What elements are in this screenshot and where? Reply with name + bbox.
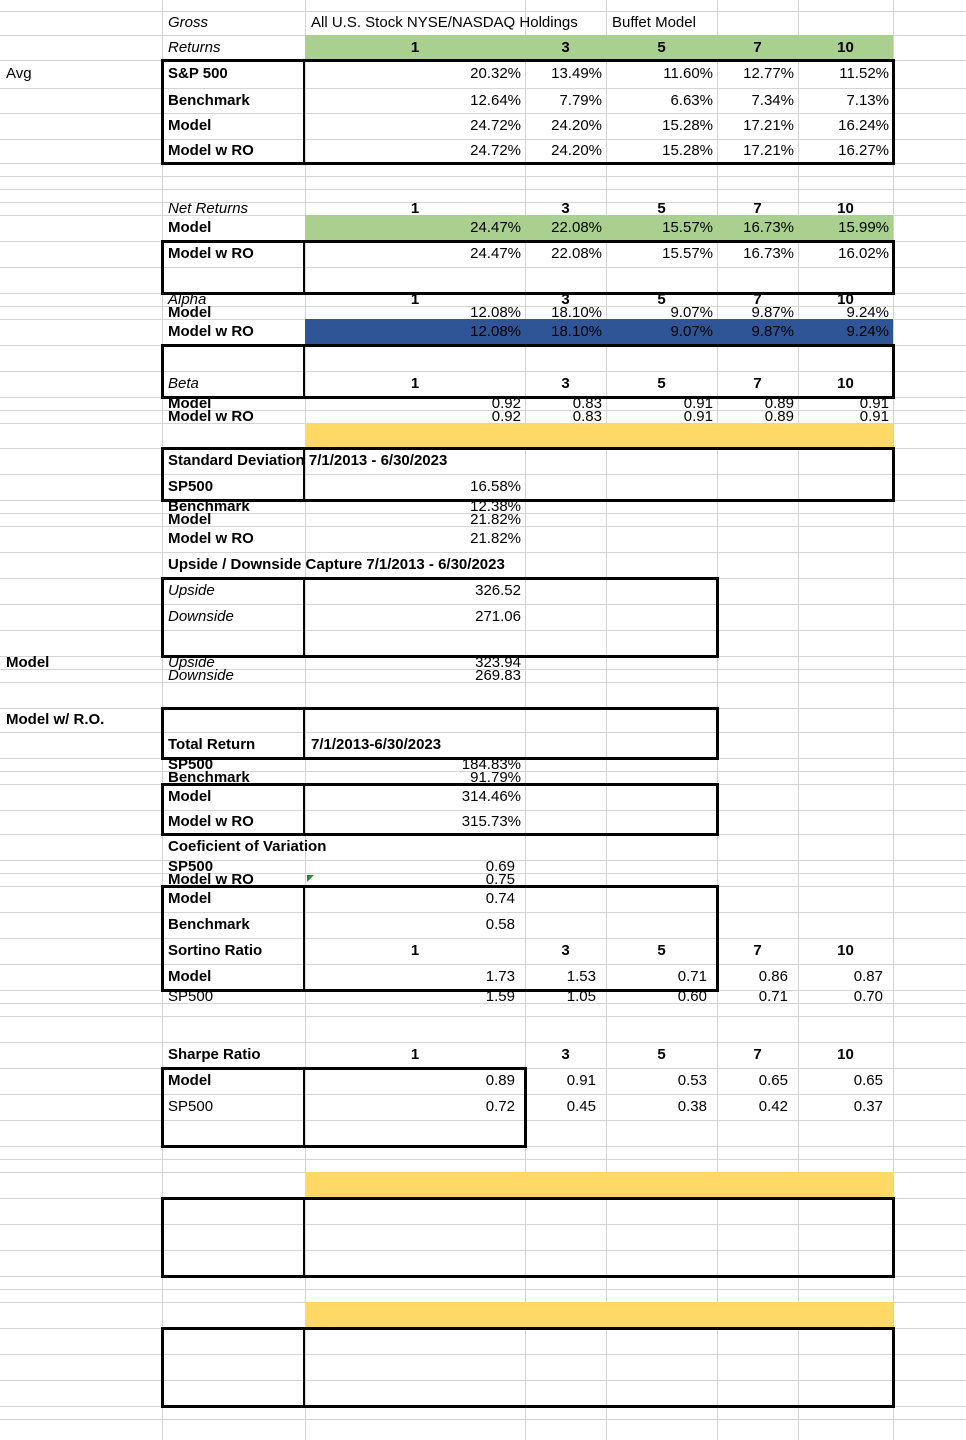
beta-value: 0.92 [491,408,521,425]
beta-period-10: 10 [837,375,854,392]
sharpe-value: 0.91 [566,1072,596,1089]
gridline-horizontal [0,552,966,553]
alpha-title: Alpha [168,291,207,308]
beta-value: 0.91 [683,395,713,412]
gross-period-7: 7 [753,39,762,56]
beta-period-7: 7 [753,375,762,392]
beta-value: 0.92 [491,395,521,412]
std-dev-row-label: Benchmark [168,498,250,515]
gross_returns-value: 17.21% [743,117,794,134]
cov-row-label: Model [168,890,212,907]
std-dev-row-label: Model [168,511,212,528]
gross_returns-value: 11.52% [839,65,889,82]
sortino-box [161,1197,895,1278]
beta-value: 0.91 [683,408,713,425]
sortino-row-label: SP500 [168,988,214,1005]
std-dev-title: Standard Deviation 7/1/2013 - 6/30/2023 [168,452,448,469]
gross_returns-value: 24.20% [551,142,602,159]
sortino-value: 1.05 [566,988,596,1005]
sharpe-period-5: 5 [657,1046,666,1063]
gross_returns-value: 11.60% [663,65,713,82]
sharpe-value: 0.72 [485,1098,515,1115]
gross_returns-value: 7.34% [751,92,794,109]
net_returns-row-label: Model w RO [168,245,254,262]
sortino-value: 0.70 [853,988,883,1005]
gridline-horizontal [0,1289,966,1290]
beta-value: 0.83 [572,408,602,425]
alpha-row-label: Model w RO [168,323,254,340]
gross_returns-row-label: Model [168,117,212,134]
net-period-5: 5 [657,200,666,217]
gridline-horizontal [0,176,966,177]
gross_returns-value: 6.63% [670,92,713,109]
gross_returns-value: 12.64% [470,92,521,109]
sharpe-value: 0.45 [566,1098,596,1115]
header-gross: Gross [168,14,209,31]
capture-model-ro-value: 323.94 [475,654,521,671]
sortino-value: 0.71 [677,968,707,985]
gross_returns-value: 16.24% [838,117,889,134]
gridline-horizontal [0,1159,966,1160]
header-buffet: Buffet Model [612,14,696,31]
capture-model-label: Upside [168,582,215,599]
sortino-period-7: 7 [753,942,762,959]
gross_returns-row-label: S&P 500 [168,65,228,82]
cov-row-label: Model w RO [168,871,254,888]
alpha-value: 18.10% [551,304,602,321]
sortino-period-5: 5 [657,942,666,959]
alpha-value: 9.24% [846,323,889,340]
total-return-value: 184.83% [461,756,521,773]
beta-value: 0.89 [764,408,794,425]
gross_returns-row-label: Benchmark [168,92,250,109]
net_returns-value: 15.99% [838,219,889,236]
gross_returns-value: 12.77% [743,65,794,82]
comment-indicator-icon [307,875,314,882]
sharpe-value: 0.37 [853,1098,883,1115]
cov-row-label: Benchmark [168,916,250,933]
sharpe-value: 0.65 [853,1072,883,1089]
sortino-period-3: 3 [561,942,570,959]
gridline-horizontal [0,11,966,12]
box-separator [303,708,305,758]
side-label-model: Model [6,654,50,671]
total-return-title: Total Return [168,736,256,753]
net_returns-row-label: Model [168,219,212,236]
total-return-value: 91.79% [470,769,521,786]
sortino-value: 0.71 [758,988,788,1005]
gridline-horizontal [0,1016,966,1017]
total-return-value: 315.73% [461,813,521,830]
alpha-value: 9.87% [751,323,794,340]
cov-value: 0.69 [485,858,515,875]
total-return-row-label: Benchmark [168,769,250,786]
gross-period-1: 1 [410,39,420,56]
header-holdings: All U.S. Stock NYSE/NASDAQ Holdings [311,14,578,31]
cov-title: Coeficient of Variation [168,838,327,855]
sharpe-value: 0.38 [677,1098,707,1115]
total-return-row-label: Model w RO [168,813,254,830]
capture-model-value: 271.06 [475,608,521,625]
alpha-row-label: Model [168,304,212,321]
gridline-horizontal [0,1042,966,1043]
sortino-header-fill [305,1172,893,1198]
beta-value: 0.83 [572,395,602,412]
std-dev-value: 21.82% [470,530,521,547]
cov-value: 0.58 [485,916,515,933]
cov-value: 0.75 [485,871,515,888]
alpha-value: 12.08% [470,304,521,321]
gross_returns-row-label: Model w RO [168,142,254,159]
alpha-period-10: 10 [837,291,854,308]
alpha-period-3: 3 [561,291,570,308]
net_returns-value: 16.73% [743,245,794,262]
alpha-value: 9.07% [670,304,713,321]
capture-model-ro-label: Downside [168,667,234,684]
alpha-value: 9.07% [670,323,713,340]
beta-value: 0.91 [859,395,889,412]
gross_returns-value: 20.32% [470,65,521,82]
gross_returns-value: 15.28% [662,117,713,134]
net-period-1: 1 [410,200,420,217]
gross_returns-value: 15.28% [662,142,713,159]
sharpe-title: Sharpe Ratio [168,1046,261,1063]
beta-header-fill [305,423,893,448]
gross_returns-value: 13.49% [551,65,602,82]
capture-model-label: Downside [168,608,234,625]
side-label-model-ro: Model w/ R.O. [6,711,105,728]
side-label-avg: Avg [6,65,32,82]
sharpe-header-fill [305,1302,893,1328]
gross-period-3: 3 [561,39,570,56]
box-separator [303,1198,305,1276]
net-returns-title: Net Returns [168,200,249,217]
gross_returns-value: 17.21% [743,142,794,159]
capture-model-ro-value: 269.83 [475,667,521,684]
sortino-value: 1.53 [566,968,596,985]
net-period-10: 10 [837,200,854,217]
net_returns-value: 16.02% [838,245,889,262]
sortino-value: 0.87 [853,968,883,985]
net-period-7: 7 [753,200,762,217]
net_returns-value: 22.08% [551,245,602,262]
alpha-period-5: 5 [657,291,666,308]
gross_returns-value: 7.13% [846,92,889,109]
sortino-row-label: Model [168,968,212,985]
gridline-horizontal [0,1419,966,1420]
beta-period-3: 3 [561,375,570,392]
cov-row-label: SP500 [168,858,214,875]
sharpe-period-3: 3 [561,1046,570,1063]
std-dev-value: 12.38% [470,498,521,515]
box-separator [303,1328,305,1406]
net_returns-value: 15.57% [662,219,713,236]
sortino-value: 0.60 [677,988,707,1005]
capture-model-value: 326.52 [475,582,521,599]
total-return-row-label: SP500 [168,756,214,773]
alpha-value: 18.10% [551,323,602,340]
beta-title: Beta [168,375,199,392]
beta-row-label: Model w RO [168,408,254,425]
sharpe-value: 0.89 [485,1072,515,1089]
sharpe-period-10: 10 [837,1046,854,1063]
sortino-period-10: 10 [837,942,854,959]
std-dev-row-label: Model w RO [168,530,254,547]
beta-value: 0.89 [764,395,794,412]
beta-period-1: 1 [410,375,420,392]
net_returns-value: 24.47% [470,245,521,262]
cov-value: 0.74 [485,890,515,907]
gross_returns-value: 24.72% [470,142,521,159]
header-returns: Returns [168,39,221,56]
total-return-period: 7/1/2013-6/30/2023 [311,736,442,753]
sharpe-box [161,1327,895,1408]
gross_returns-value: 16.27% [838,142,889,159]
alpha-value: 12.08% [470,323,521,340]
gross_returns-value: 24.20% [551,117,602,134]
net-period-3: 3 [561,200,570,217]
alpha-value: 9.24% [846,304,889,321]
net_returns-value: 24.47% [470,219,521,236]
net_returns-value: 15.57% [662,245,713,262]
gross-period-5: 5 [657,39,666,56]
sortino-value: 0.86 [758,968,788,985]
alpha-value: 9.87% [751,304,794,321]
sharpe-period-1: 1 [410,1046,420,1063]
alpha-period-7: 7 [753,291,762,308]
sortino-value: 1.73 [485,968,515,985]
gross_returns-value: 24.72% [470,117,521,134]
sortino-value: 1.59 [485,988,515,1005]
gross_returns-value: 7.79% [559,92,602,109]
capture-model-ro-label: Upside [168,654,215,671]
std-dev-value: 21.82% [470,511,521,528]
beta-value: 0.91 [859,408,889,425]
net_returns-value: 16.73% [743,219,794,236]
total-return-row-label: Model [168,788,212,805]
total-return-value: 314.46% [461,788,521,805]
sharpe-row-label: SP500 [168,1098,214,1115]
gridline-horizontal [0,189,966,190]
gross-period-10: 10 [837,39,854,56]
beta-period-5: 5 [657,375,666,392]
sharpe-period-7: 7 [753,1046,762,1063]
capture-title: Upside / Downside Capture 7/1/2013 - 6/30/2023 [168,556,505,573]
sharpe-value: 0.53 [677,1072,707,1089]
beta-row-label: Model [168,395,212,412]
sharpe-row-label: Model [168,1072,212,1089]
sortino-title: Sortino Ratio [168,942,263,959]
std-dev-value: 16.58% [470,478,521,495]
sortino-period-1: 1 [410,942,420,959]
sharpe-value: 0.65 [758,1072,788,1089]
alpha-period-1: 1 [410,291,420,308]
net_returns-value: 22.08% [551,219,602,236]
sharpe-value: 0.42 [758,1098,788,1115]
std-dev-row-label: SP500 [168,478,214,495]
